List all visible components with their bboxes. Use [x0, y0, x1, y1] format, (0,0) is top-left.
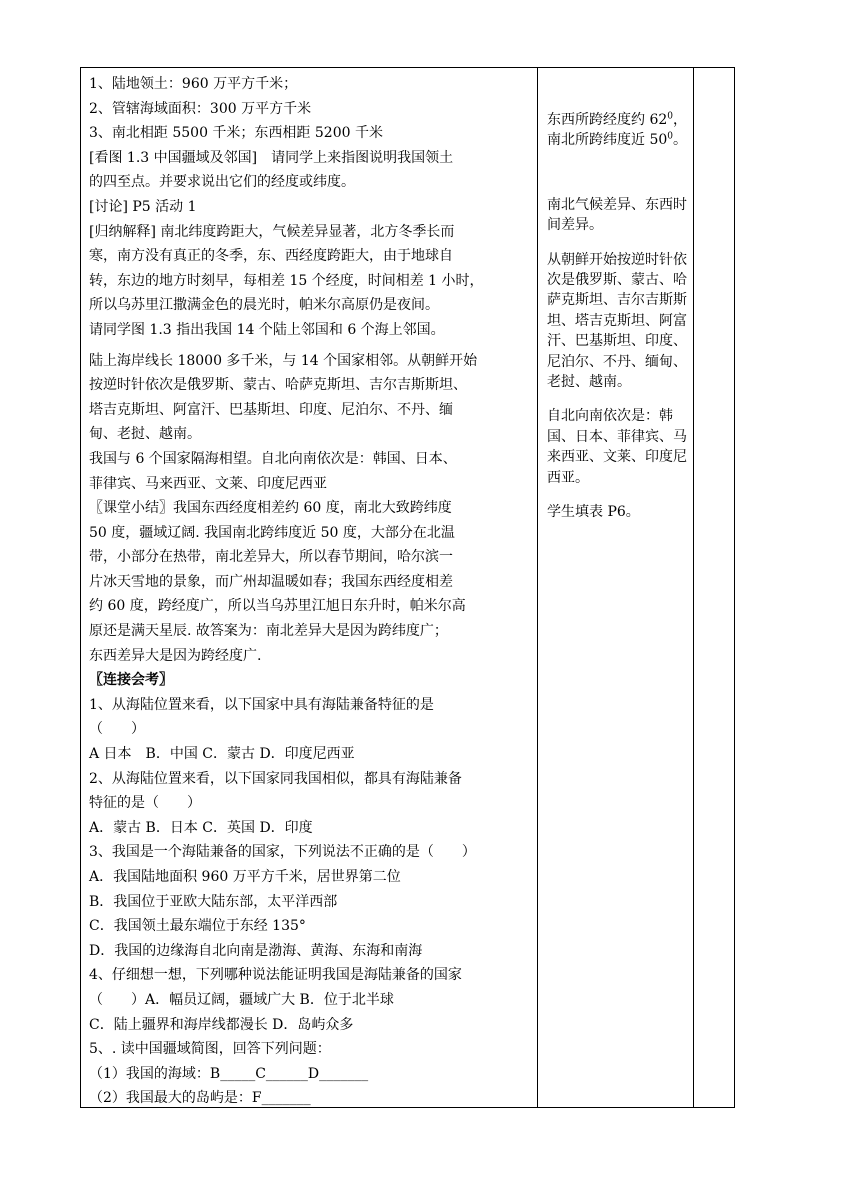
note-fill-table: 学生填表 P6。: [547, 504, 640, 521]
text-line: 转，东边的地方时刻早，每相差 15 个经度，时间相差 1 小时，: [89, 272, 484, 289]
text-line: 2、管辖海域面积：300 万平方千米: [89, 100, 312, 117]
text-line: 所以乌苏里江撒满金色的晨光时，帕米尔高原仍是夜间。: [89, 297, 439, 314]
question-line: A 日本 B．中国 C．蒙古 D．印度尼西亚: [89, 746, 355, 763]
question-line: 特征的是（ ）: [89, 795, 201, 812]
text-line: [看图 1.3 中国疆域及邻国] 请同学上来指图说明我国领土: [89, 149, 454, 166]
question-line: （1）我国的海域：B_____C______D_______: [89, 1065, 369, 1082]
text-line: 菲律宾、马来西亚、文莱、印度尼西亚: [89, 475, 327, 492]
question-line: 3、我国是一个海陆兼备的国家，下列说法不正确的是（ ）: [89, 844, 476, 861]
note-differences: 南北气候差异、东西时间差异。: [547, 196, 687, 234]
question-line: （ ）A．幅员辽阔，疆域广大 B．位于北半球: [89, 991, 394, 1008]
text-line: 甸、老挝、越南。: [89, 426, 201, 443]
note-span-degrees: 东西所跨经度约 $62^0$，南北所跨纬度近 $50^0$。: [547, 111, 687, 149]
exam-link-heading: 〖连接会考〗: [89, 672, 173, 689]
note-sea-neighbors: 自北向南依次是：韩国、日本、菲律宾、马来西亚、文莱、印度尼西亚。: [547, 408, 687, 486]
column-divider-1: [537, 68, 538, 1107]
text-line: 请同学图 1.3 指出我国 14 个陆上邻国和 6 个海上邻国。: [89, 321, 445, 338]
text-line: 陆上海岸线长 18000 多千米，与 14 个国家相邻。从朝鲜开始: [89, 352, 478, 369]
text-line: 原还是满天星辰. 故答案为：南北差异大是因为跨纬度广；: [89, 623, 448, 640]
column-divider-2: [693, 68, 694, 1107]
text-line: [讨论] P5 活动 1: [89, 198, 197, 215]
question-line: D．我国的边缘海自北向南是渤海、黄海、东海和南海: [89, 942, 423, 959]
text-line: 1、陆地领土：960 万平方千米；: [89, 76, 298, 92]
text-line: 片冰天雪地的景象，而广州却温暖如春；我国东西经度相差: [89, 573, 453, 590]
text-line: 的四至点。并要求说出它们的经度或纬度。: [89, 174, 355, 191]
question-line: B．我国位于亚欧大陆东部，太平洋西部: [89, 893, 338, 910]
summary-heading-line: 〖课堂小结〗我国东西经度相差约 60 度，南北大致跨纬度: [89, 500, 452, 517]
text-line: [归纳解释] 南北纬度跨距大，气候差异显著，北方冬季长而: [89, 223, 455, 240]
text-line: 3、南北相距 5500 千米；东西相距 5200 千米: [89, 125, 383, 142]
note-land-neighbors: 从朝鲜开始按逆时针依次是俄罗斯、蒙古、哈萨克斯坦、吉尔吉斯斯坦、塔吉克斯坦、阿富汗、巴基斯坦、印度、尼泊尔、不丹、缅甸、老挝、越南。: [547, 251, 687, 391]
question-line: （ ）: [89, 721, 145, 738]
text-line: 东西差异大是因为跨经度广.: [89, 647, 262, 664]
main-content-cell: [89, 72, 535, 1111]
lesson-table: [80, 67, 735, 1108]
question-line: 1、从海陆位置来看，以下国家中具有海陆兼备特征的是: [89, 696, 434, 713]
question-line: 2、从海陆位置来看，以下国家同我国相似，都具有海陆兼备: [89, 770, 462, 787]
question-line: （2）我国最大的岛屿是：F_______: [89, 1090, 311, 1107]
student-activity-cell: [547, 110, 689, 537]
question-line: 4、仔细想一想，下列哪种说法能证明我国是海陆兼备的国家: [89, 967, 462, 984]
question-line: C．陆上疆界和海岸线都漫长 D．岛屿众多: [89, 1016, 354, 1033]
text-line: 带，小部分在热带，南北差异大，所以春节期间，哈尔滨一: [89, 549, 453, 566]
question-line: 5、. 读中国疆域简图，回答下列问题：: [89, 1041, 331, 1058]
text-line: 按逆时针依次是俄罗斯、蒙古、哈萨克斯坦、吉尔吉斯斯坦、: [89, 377, 467, 394]
text-line: 50 度，疆域辽阔. 我国南北跨纬度近 50 度，大部分在北温: [89, 524, 455, 541]
question-line: A．我国陆地面积 960 万平方千米，居世界第二位: [89, 869, 401, 885]
question-line: C．我国领土最东端位于东经 135°: [89, 918, 306, 935]
text-line: 寒，南方没有真正的冬季，东、西经度跨距大，由于地球自: [89, 248, 453, 265]
text-line: 我国与 6 个国家隔海相望。自北向南依次是：韩国、日本、: [89, 450, 457, 467]
text-line: 约 60 度，跨经度广，所以当乌苏里江旭日东升时，帕米尔高: [89, 598, 466, 615]
text-line: 塔吉克斯坦、阿富汗、巴基斯坦、印度、尼泊尔、不丹、缅: [89, 401, 453, 418]
question-line: A．蒙古 B．日本 C．英国 D．印度: [89, 819, 313, 836]
